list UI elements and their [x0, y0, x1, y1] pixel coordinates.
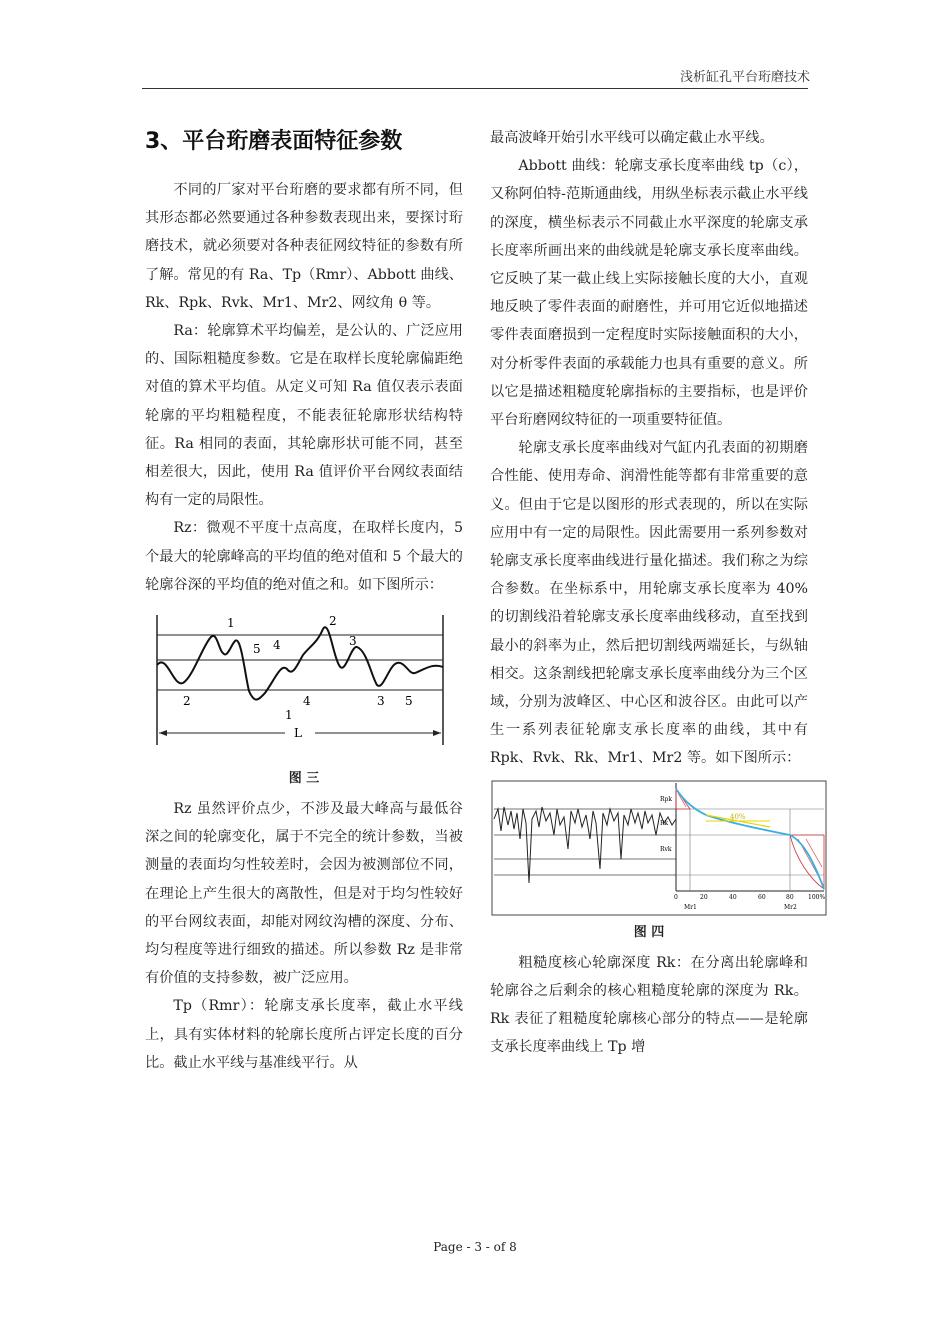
paragraph-rz-2: Rz 虽然评价点少，不涉及最大峰高与最低谷深之间的轮廓变化，属于不完全的统计参数，当被测量的表面均匀性较差时，会因为被测部位不同，在理论上产生很大的离散性，但是对于均匀性较好的平台网纹表面，却能对网纹沟槽的深度、分布、均匀程度等进行细致的描述。所以参数 Rz 是非常有价值的支持参数，被广泛应用。 — [145, 801, 463, 987]
fig4-label-mr2: Mr2 — [784, 903, 797, 911]
paragraph-bearing-ratio: 轮廓支承长度率曲线对气缸内孔表面的初期磨合性能、使用寿命、润滑性能等都有非常重要的意义。但由于它是以图形的形式表现的，所以在实际应用中有一定的局限性。因此需要用一系列参数对轮廓支承长度率曲线进行量化描述。我们称之为综合参数。在坐标系中，用轮廓支承长度率为 40% 的切割线沿着轮廓支承长度率曲线移动，直至找到最小的斜率为止，然后把切割线两端延长，与纵轴相交。这条割线把轮廓支承长度率曲线分为三个区域，分别为波峰区、中心区和波谷区。由此可以产生一系列表征轮廓支承长度率的曲线，其中有 Rpk、Rvk、Rk、Mr1、Mr2 等。如下图所示： — [490, 440, 808, 767]
running-header: 浅析缸孔平台珩磨技术 — [679, 70, 810, 85]
paragraph-abbott: Abbott 曲线：轮廓支承长度率曲线 tp（c），又称阿伯特-范斯通曲线，用纵坐标表示截止水平线的深度，横坐标表示不同截止水平深度的轮廓支承长度率所画出来的曲线就是轮廓支承长度率曲线。它反映了某一截止线上实际接触长度的大小，直观地反映了零件表面的耐磨性，并可用它近似地描述零件表面磨损到一定程度时实际接触面积的大小，对分析零件表面的承载能力也具有重要的意义。所以它是描述粗糙度轮廓指标的主要指标，也是评价平台珩磨网纹特征的一项重要特征值。 — [490, 158, 808, 429]
paragraph-tp-cont: 最高波峰开始引水平线可以确定截止水平线。 — [490, 130, 774, 146]
fig3-label-4b: 4 — [303, 694, 311, 709]
fig3-label-2a: 2 — [183, 694, 191, 709]
fig3-label-3b: 3 — [377, 694, 385, 709]
fig3-label-L: L — [294, 726, 302, 741]
fig3-label-1a: 1 — [227, 616, 235, 631]
fig3-label-1b: 1 — [285, 708, 293, 723]
figure-3-caption: 图 三 — [288, 771, 320, 787]
fig4-tick-20: 20 — [700, 893, 708, 901]
section-title: 3、平台珩磨表面特征参数 — [145, 129, 403, 154]
paragraph-rz: Rz：微观不平度十点高度，在取样长度内，5 个最大的轮廓峰高的平均值的绝对值和 5 个最大的轮廓谷深的平均值的绝对值之和。如下图所示： — [145, 520, 463, 593]
paragraph-ra: Ra：轮廓算术平均偏差，是公认的、广泛应用的、国际粗糙度参数。它是在取样长度轮廓偏距绝对值的算术平均值。从定义可知 Ra 值仅表示表面轮廓的平均粗糙程度，不能表征轮廓形状结构特征。Ra 相同的表面，其轮廓形状可能不同，甚至相差很大，因此，使用 Ra 值评价平台网纹表面结构有一定的局限性。 — [145, 323, 463, 509]
page-footer: Page - 3 - of 8 — [433, 1240, 517, 1254]
fig4-label-40pct: 40% — [730, 812, 746, 821]
fig4-tick-100: 100% — [808, 893, 826, 901]
fig3-label-5a: 5 — [253, 642, 261, 657]
fig4-tick-40: 40 — [729, 893, 737, 901]
left-column — [145, 124, 463, 1077]
fig3-label-5b: 5 — [405, 694, 413, 709]
right-column — [490, 124, 826, 1061]
fig4-label-rk: Rk — [660, 819, 669, 827]
figure-4-caption: 图 四 — [633, 924, 665, 940]
paragraph-intro: 不同的厂家对平台珩磨的要求都有所不同，但其形态都必然要通过各种参数表现出来，要探讨珩磨技术，就必须要对各种表征网纹特征的参数有所了解。常见的有 Ra、Tp（Rmr）、Abbott 曲线、Rk、Rpk、Rvk、Mr1、Mr2、网纹角 θ 等。 — [145, 182, 463, 311]
paragraph-tp: Tp（Rmr）：轮廓支承长度率，截止水平线上，具有实体材料的轮廓长度所占评定长度的百分比。截止水平线与基准线平行。从 — [145, 998, 463, 1071]
fig3-label-2b: 2 — [329, 614, 337, 629]
paragraph-rk: 粗糙度核心轮廓深度 Rk：在分离出轮廓峰和轮廓谷之后剩余的核心粗糙度轮廓的深度为 Rk。Rk 表征了粗糙度轮廓核心部分的特点——是轮廓支承长度率曲线上 Tp 增 — [490, 954, 808, 1056]
fig4-label-mr1: Mr1 — [684, 903, 697, 911]
fig3-label-3a: 3 — [349, 634, 357, 649]
header-rule — [142, 88, 808, 89]
fig4-label-rpk: Rpk — [660, 795, 672, 803]
fig4-tick-60: 60 — [758, 893, 766, 901]
fig4-tick-80: 80 — [786, 893, 794, 901]
fig4-tick-0: 0 — [674, 893, 678, 901]
figure-4-abbott-curve — [490, 779, 828, 919]
fig4-label-rvk: Rvk — [660, 845, 672, 853]
fig3-label-4a: 4 — [273, 638, 281, 653]
figure-3-rz-profile — [145, 605, 463, 765]
